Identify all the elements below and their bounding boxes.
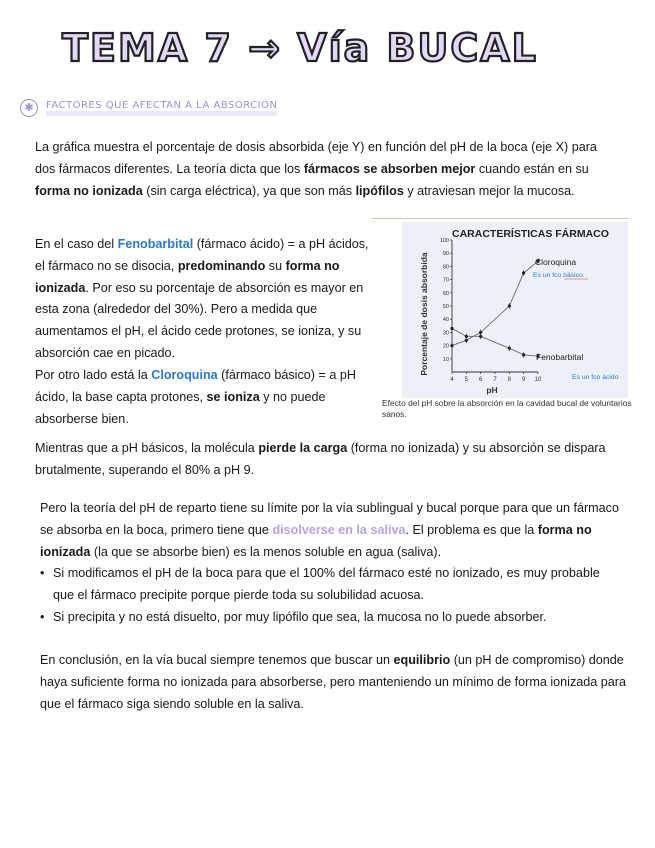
data-point-fenobarbital xyxy=(450,327,453,330)
absorption-chart xyxy=(402,222,628,398)
y-tick-label: 60 xyxy=(442,290,449,297)
drug-name-fenobarbital: Fenobarbital xyxy=(117,237,194,251)
data-point-fenobarbital xyxy=(479,335,482,338)
divider-line xyxy=(372,218,628,219)
paragraph-fenobarbital: En el caso del Fenobarbital (fármaco ácido) = a pH ácidos, el fármaco no se disocia, predominando su forma no ionizada. Por eso su porcentaje de absorción es mayor en esta zona (alrededor del 30%). Pero a medida que aumentamos el pH, el ácido cede protones, se ioniza, y su absorción cae en picado. xyxy=(35,237,369,360)
data-point-cloroquina xyxy=(450,344,453,347)
bullet-list xyxy=(40,563,600,628)
x-tick-label: 5 xyxy=(464,377,469,383)
y-tick-label: 30 xyxy=(442,330,449,337)
x-tick-label: 6 xyxy=(478,377,483,383)
y-axis-label: Porcentaje de dosis absorbida xyxy=(419,252,429,376)
list-item: • Si precipita y no está disuelto, por muy lipófilo que sea, la mucosa no lo puede absorber. xyxy=(40,607,600,629)
highlight-saliva: disolverse en la saliva xyxy=(272,522,406,537)
asterisk-icon: ✱ xyxy=(20,99,38,117)
subheading-text: FACTORES QUE AFECTAN A LA ABSORCIÓN xyxy=(46,100,277,116)
x-tick-label: 7 xyxy=(493,377,497,383)
x-tick-label: 4 xyxy=(450,377,454,383)
data-point-fenobarbital xyxy=(508,347,511,350)
paragraph-conclusion: En conclusión, en la vía bucal siempre tenemos que buscar un equilibrio (un pH de compromiso) donde haya suficiente forma no ionizada para absorberse, pero manteniendo un mínimo de forma ionizada para que el fármaco siga siendo soluble en la saliva. xyxy=(40,653,626,711)
chart-figure xyxy=(402,222,628,398)
legend-cloroquina-note: Es un fco básico xyxy=(533,272,583,279)
y-tick-label: 50 xyxy=(442,304,449,310)
chart-ticks xyxy=(440,238,542,383)
y-tick-label: 100 xyxy=(439,238,449,244)
x-tick-label: 8 xyxy=(507,377,512,383)
data-point-fenobarbital xyxy=(522,353,525,356)
y-tick-label: 40 xyxy=(442,317,449,324)
legend-cloroquina: Cloroquina xyxy=(535,257,577,267)
series-line-cloroquina xyxy=(452,261,538,345)
section-subheading xyxy=(20,99,277,117)
drug-name-cloroquina: Cloroquina xyxy=(151,368,218,382)
legend-fenobarbital: Fenobarbital xyxy=(536,352,584,362)
chart-series xyxy=(450,258,539,359)
page-title: TEMA 7 → Vía BUCAL xyxy=(62,26,538,70)
legend-fenobarbital-note: Es un fco ácido xyxy=(572,374,619,381)
paragraph-ph-basico: Mientras que a pH básicos, la molécula pierde la carga (forma no ionizada) y su absorción se dispara brutalmente, superando el 80% a pH 9. xyxy=(35,441,606,477)
paragraph-limite: Pero la teoría del pH de reparto tiene su límite por la vía sublingual y bucal porque para que un fármaco se absorba en la boca, primero tiene que disolverse en la saliva. El problema es que la forma no ionizada (la que se absorbe bien) es la menos soluble en agua (saliva). xyxy=(40,501,619,559)
paragraph-intro: La gráfica muestra el porcentaje de dosis absorbida (eje Y) en función del pH de la boca (eje X) para dos fármacos diferentes. La teoría dicta que los fármacos se absorben mejor cuando están en su forma no ionizada (sin carga eléctrica), ya que son más lipófilos y atraviesan mejor la mucosa. xyxy=(35,140,597,198)
chart-axes xyxy=(452,240,538,372)
y-tick-label: 10 xyxy=(442,356,449,363)
y-tick-label: 20 xyxy=(442,343,449,350)
x-tick-label: 10 xyxy=(534,377,542,383)
x-axis-label: pH xyxy=(486,385,498,395)
paragraph-cloroquina: Por otro lado está la Cloroquina (fármaco básico) = a pH ácido, la base capta protones, se ioniza y no puede absorberse bien. xyxy=(35,368,356,426)
figure-caption: Efecto del pH sobre la absorción en la cavidad bucal de voluntarios sanos. xyxy=(382,398,632,419)
chart-title: CARACTERÍSTICAS FÁRMACO xyxy=(452,228,609,240)
x-tick-label: 9 xyxy=(521,377,526,383)
list-item: • Si modificamos el pH de la boca para que el 100% del fármaco esté no ionizado, es muy probable que el fármaco precipite porque pierde toda su solubilidad acuosa. xyxy=(40,563,600,607)
data-point-cloroquina xyxy=(522,271,525,274)
data-point-cloroquina xyxy=(508,304,511,307)
data-point-fenobarbital xyxy=(465,335,468,338)
y-tick-label: 70 xyxy=(442,277,449,284)
y-tick-label: 90 xyxy=(442,251,449,258)
series-line-fenobarbital xyxy=(452,328,538,356)
y-tick-label: 80 xyxy=(442,264,449,271)
